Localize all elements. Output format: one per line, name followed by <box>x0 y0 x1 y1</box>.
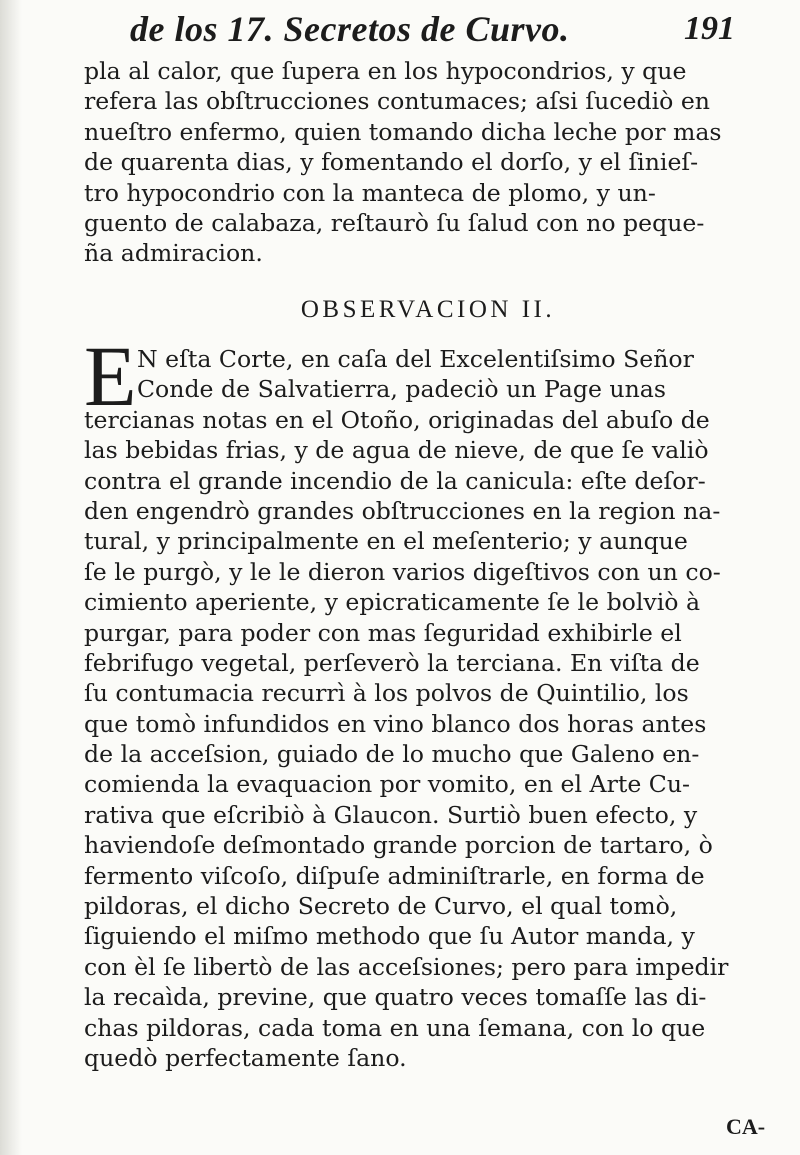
paragraph-2 <box>84 328 772 1073</box>
text-line: chas pildoras, cada toma en una ſemana, con lo que <box>84 1013 706 1042</box>
text-line: contra el grande incendio de la canicula: eſte deſor- <box>84 466 706 495</box>
text-line: den engendrò grandes obſtrucciones en la region na- <box>84 496 721 525</box>
text-line: que tomò infundidos en vino blanco dos horas antes <box>84 709 707 738</box>
text-line: tercianas notas en el Otoño, originadas del abuſo de <box>84 405 710 434</box>
text-line: de quarenta dias, y fomentando el dorſo, y el ſinieſ- <box>84 148 699 177</box>
text-line: haviendoſe deſmontado grande porcion de tartaro, ò <box>84 831 713 860</box>
text-line: comienda la evaquacion por vomito, en el Arte Cu- <box>84 770 691 799</box>
text-line: Conde de Salvatierra, padeciò un Page unas <box>137 375 666 404</box>
text-line: ſe le purgò, y le le dieron varios digeſtivos con un co- <box>84 557 721 586</box>
text-line: quedò perfectamente ſano. <box>84 1043 407 1072</box>
text-line: cimiento aperiente, y epicraticamente ſe le bolviò à <box>84 588 701 617</box>
text-line: las bebidas frias, y de agua de nieve, de que ſe valiò <box>84 436 709 465</box>
text-line: tural, y principalmente en el meſenterio; y aunque <box>84 527 688 556</box>
text-line: la recaìda, previne, que quatro veces tomaſſe las di- <box>84 983 707 1012</box>
text-line: rativa que eſcribiò à Glaucon. Surtiò buen efecto, y <box>84 800 698 829</box>
paragraph-1 <box>84 56 772 269</box>
running-title: de los 17. Secretos de Curvo. <box>130 9 570 49</box>
text-line: febrifugo vegetal, perſeverò la terciana. En viſta de <box>84 648 700 677</box>
drop-cap-initial: E <box>84 328 137 424</box>
text-line: nueſtro enfermo, quien tomando dicha leche por mas <box>84 117 722 146</box>
text-line: tro hypocondrio con la manteca de plomo, y un- <box>84 178 656 207</box>
text-line: fermento viſcoſo, diſpuſe adminiſtrarle, en forma de <box>84 861 705 890</box>
page-number: 191 <box>684 10 735 47</box>
text-line: ſu contumacia recurrì à los polvos de Quintilio, los <box>84 679 689 708</box>
catchword: CA- <box>726 1114 766 1139</box>
text-line: purgar, para poder con mas ſeguridad exhibirle el <box>84 618 682 647</box>
text-line: con èl ſe libertò de las acceſsiones; pero para impedir <box>84 952 729 981</box>
text-line: pildoras, el dicho Secreto de Curvo, el qual tomò, <box>84 892 678 921</box>
text-line: N eſta Corte, en caſa del Excelentiſsimo Señor <box>137 345 694 373</box>
running-header <box>130 6 735 56</box>
text-line: de la acceſsion, guiado de lo mucho que Galeno en- <box>84 740 700 769</box>
section-heading: OBSERVACION II. <box>300 296 556 323</box>
text-line: refera las obſtrucciones contumaces; aſsi ſucediò en <box>84 87 710 116</box>
text-line: pla al calor, que ſupera en los hypocondrios, y que <box>84 57 687 85</box>
text-line: ña admiracion. <box>84 239 263 268</box>
page-gutter-shadow <box>0 0 22 1155</box>
text-line: guento de calabaza, reſtaurò ſu ſalud con no peque- <box>84 208 705 237</box>
text-line: ſiguiendo el miſmo methodo que ſu Autor manda, y <box>84 922 695 951</box>
